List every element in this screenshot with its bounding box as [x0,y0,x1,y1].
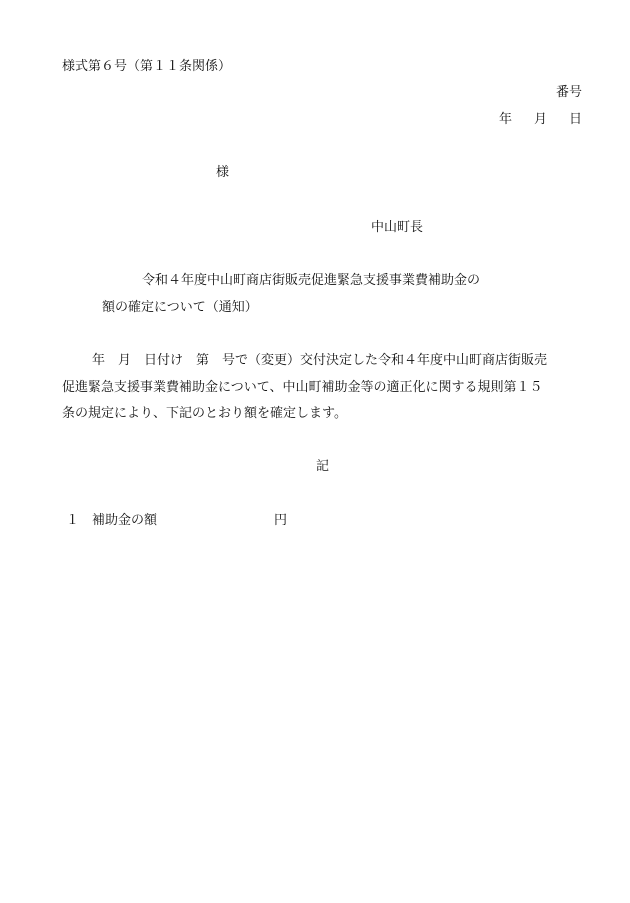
addressee-suffix: 様 [216,165,230,180]
item-number: １ [66,513,80,528]
form-number: 様式第６号（第１１条関係） [62,59,232,74]
body-text-line-1: 年 月 日付け 第 号で（変更）交付決定した令和４年度中山町商店街販売 [92,353,548,368]
body-text-line-3: 条の規定により、下記のとおり額を確定します。 [62,406,347,421]
ki-heading: 記 [316,459,330,474]
body-text-line-2: 促進緊急支援事業費補助金について、中山町補助金等の適正化に関する規則第１５ [62,380,543,395]
issuer-name: 中山町長 [371,220,424,235]
document-title-line-2: 額の確定について（通知） [102,300,258,315]
date-month-label: 月 [533,112,547,127]
date-day-label: 日 [568,112,582,127]
item-unit: 円 [274,513,288,528]
document-number-label: 番号 [555,85,582,100]
date-year-label: 年 [498,112,512,127]
item-label: 補助金の額 [92,513,158,528]
date-line [499,113,582,126]
document-title-line-1: 令和４年度中山町商店街販売促進緊急支援事業費補助金の [142,273,481,288]
